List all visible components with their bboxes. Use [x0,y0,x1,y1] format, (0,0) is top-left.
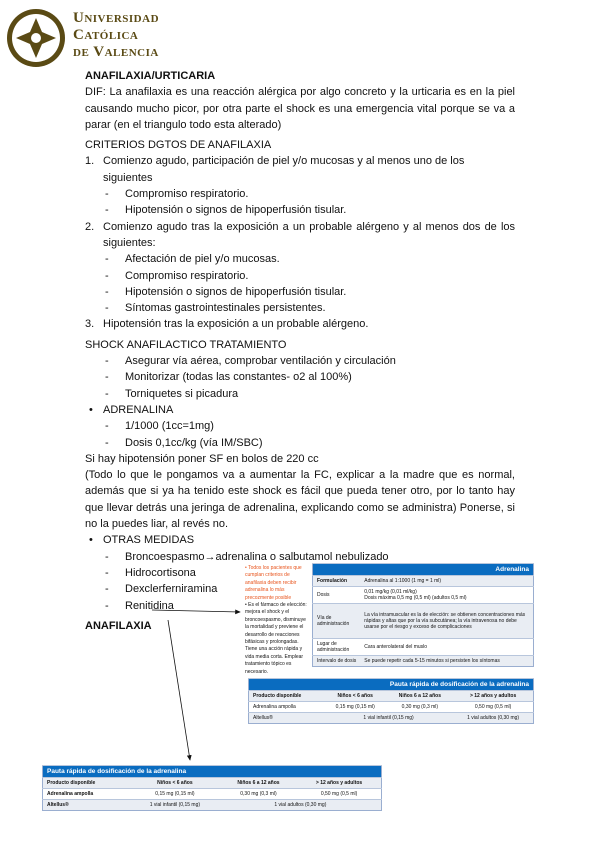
cell: 0,15 mg (0,15 ml) [130,789,220,800]
col-header: Producto disponible [43,778,131,789]
col-header: Niños < 6 años [324,691,387,702]
sub-text: Síntomas gastrointestinales persistentes. [125,302,326,315]
row-value: Cara anterolateral del muslo [360,639,533,656]
adr-text: Dosis 0,1cc/kg (vía IM/SBC) [125,436,263,449]
sub-text: Compromiso respiratorio. [125,188,249,201]
sub-item: - Hipotensión o signos de hipoperfusión tisular. [105,285,347,298]
cell: 0,30 mg (0,3 ml) [220,789,297,800]
nota-paragraph: (Todo lo que le pongamos va a aumentar la FC, explicar a la madre que es normal, además que si ya ha tenido este shock es fácil que pueda tener otro, por lo tanto hay que llevar detrás una jeringa de adrenalina, explicando como se administra) Ponerse, si no la puedes liar, al revés no. [85,469,515,531]
cell: 1 vial adultos (0,30 mg) [220,800,382,811]
table-title: Pauta rápida de dosificación de la adrenalina [249,679,534,691]
step-text: Monitorizar (todas las constantes- o2 al 100%) [125,371,352,384]
step-text: Torniquetes si picadura [125,387,239,400]
otras-text: Dexclerferniramina [125,583,218,596]
otras-bullet: • OTRAS MEDIDAS [89,534,195,547]
cell: 1 vial infantil (0,15 mg) [130,800,220,811]
page-title: ANAFILAXIA/URTICARIA [85,70,216,82]
sub-item: - Afectación de piel y/o mucosas. [105,253,280,266]
arrow-to-notes [152,610,240,612]
cell: Adrenalina ampolla [43,789,131,800]
item-number: 2. [85,220,95,233]
step-item: - Torniquetes si picadura [105,387,239,400]
adrenalina-notes [245,565,307,676]
table-title: Adrenalina [313,564,534,576]
row-value: Se puede repetir cada 5-15 minutos si persisten los síntomas [360,656,533,667]
item-text: Hipotensión tras la exposición a un probable alérgeno. [103,318,369,331]
note-text: Todos los pacientes que cumplan criterios de anafilaxia deben recibir adrenalina lo más precozmente posible [245,565,302,601]
row-value: Adrenalina al 1:1000 (1 mg = 1 ml) [360,576,533,587]
col-header: > 12 años y adultos [453,691,533,702]
item-text: Comienzo agudo, participación de piel y/o mucosas y al menos uno de los siguientes [103,155,465,184]
row-label: Vía de administración [313,604,361,639]
sub-item: - Compromiso respiratorio. [105,188,249,201]
bullet-text: OTRAS MEDIDAS [103,534,195,547]
note-orange: • Todos los pacientes que cumplan criterios de anafilaxia deben recibir adrenalina lo más precozmente posible [245,565,302,601]
cell: 1 vial infantil (0,15 mg) [324,713,453,724]
dosificacion-table-small [248,678,534,724]
item-text: Comienzo agudo tras la exposición a un probable alérgeno y al menos dos de los siguientes: [103,220,515,249]
adr-item: - 1/1000 (1cc=1mg) [105,420,214,433]
row-label: Formulación [313,576,361,587]
sub-item: - Hipotensión o signos de hipoperfusión tisular. [105,204,347,217]
cell: Altellus® [43,800,131,811]
sub-item: - Compromiso respiratorio. [105,269,249,282]
note-black: • Es el fármaco de elección: mejora el shock y el broncoespasmo, disminuye la mortalidad y previene el desarrollo de reacciones bifásicas y prolongadas. Tiene una acción rápida y vida media corta. Emplear tratamiento tópico es necesario. [245,602,307,675]
criterios-heading: CRITERIOS DGTOS DE ANAFILAXIA [85,139,272,152]
otras-item: - Dexclerferniramina [105,583,218,596]
university-line: de Valencia [73,44,159,60]
item-number: 3. [85,318,95,331]
col-header: > 12 años y adultos [297,778,381,789]
hipotension-text: Si hay hipotensión poner SF en bolos de 220 cc [85,452,319,465]
cell: 1 vial adultos (0,30 mg) [453,713,533,724]
step-text: Asegurar vía aérea, comprobar ventilación y circulación [125,355,396,368]
otras-text: Hidrocortisona [125,566,196,579]
otras-item: - Renitidina [105,599,174,612]
col-header: Niños 6 a 12 años [387,691,454,702]
sub-item: - Síntomas gastrointestinales persistentes. [105,302,326,315]
anafilaxia-label: ANAFILAXIA [85,619,152,632]
otras-text: Renitidina [125,599,174,612]
step-item: - Asegurar vía aérea, comprobar ventilación y circulación [105,355,396,368]
adrenalina-table [312,563,534,667]
cell: Altellus® [249,713,324,724]
col-header: Niños 6 a 12 años [220,778,297,789]
university-line: Universidad [73,10,160,26]
note-text: Es el fármaco de elección: mejora el shock y el broncoespasmo, disminuye la mortalidad y previene el desarrollo de reacciones bifásicas y prolongadas. Tiene una acción rápida y vida media corta. Emplear tratamiento tópico es necesario. [245,602,307,675]
row-label: Dosis [313,587,361,604]
cell: 0,50 mg (0,5 ml) [453,702,533,713]
dosificacion-table [42,765,382,811]
sub-text: Hipotensión o signos de hipoperfusión tisular. [125,285,347,298]
university-line: Católica [73,27,139,43]
row-label: Intervalo de dosis [313,656,361,667]
cell: 0,50 mg (0,5 ml) [297,789,381,800]
cell: Adrenalina ampolla [249,702,324,713]
cell: 0,15 mg (0,15 ml) [324,702,387,713]
col-header: Niños < 6 años [130,778,220,789]
sub-text: Afectación de piel y/o mucosas. [125,253,280,266]
otras-item: - Broncoespasmo→adrenalina o salbutamol nebulizado [105,550,389,563]
dif-paragraph: DIF: La anafilaxia es una reacción alérgica por algo concreto y la urticaria es en la piel causando mucho picor, por otra parte el shock es una emergencia vital porque se va a parar (en el triangulo todo esta alterado) [85,86,515,131]
item-number: 1. [85,155,95,168]
row-label: Lugar de administración [313,639,361,656]
otras-item: - Hidrocortisona [105,566,196,579]
row-value: 0,01 mg/kg (0,01 ml/kg) Dosis máxima 0,5 mg (0,5 ml) (adultos 0,5 ml) [360,587,533,604]
col-header: Producto disponible [249,691,324,702]
table-title: Pauta rápida de dosificación de la adrenalina [43,766,382,778]
adr-item: - Dosis 0,1cc/kg (vía IM/SBC) [105,436,263,449]
bullet-text: ADRENALINA [103,403,174,416]
otras-text: Broncoespasmo→adrenalina o salbutamol nebulizado [125,550,389,563]
cell: 0,30 mg (0,3 ml) [387,702,454,713]
step-item: - Monitorizar (todas las constantes- o2 al 100%) [105,371,352,384]
adr-text: 1/1000 (1cc=1mg) [125,420,214,433]
arrow-to-table [168,620,190,760]
sub-text: Compromiso respiratorio. [125,269,249,282]
sub-text: Hipotensión o signos de hipoperfusión tisular. [125,204,347,217]
tratamiento-heading: SHOCK ANAFILACTICO TRATAMIENTO [85,338,287,351]
adrenalina-bullet: • ADRENALINA [89,403,174,416]
row-value: La vía intramuscular es la de elección: se obtienen concentraciones más rápidas y altas que por la vía subcutánea; la vía intravenosa no debe usarse por el riesgo y exceso de complicaciones [360,604,533,639]
